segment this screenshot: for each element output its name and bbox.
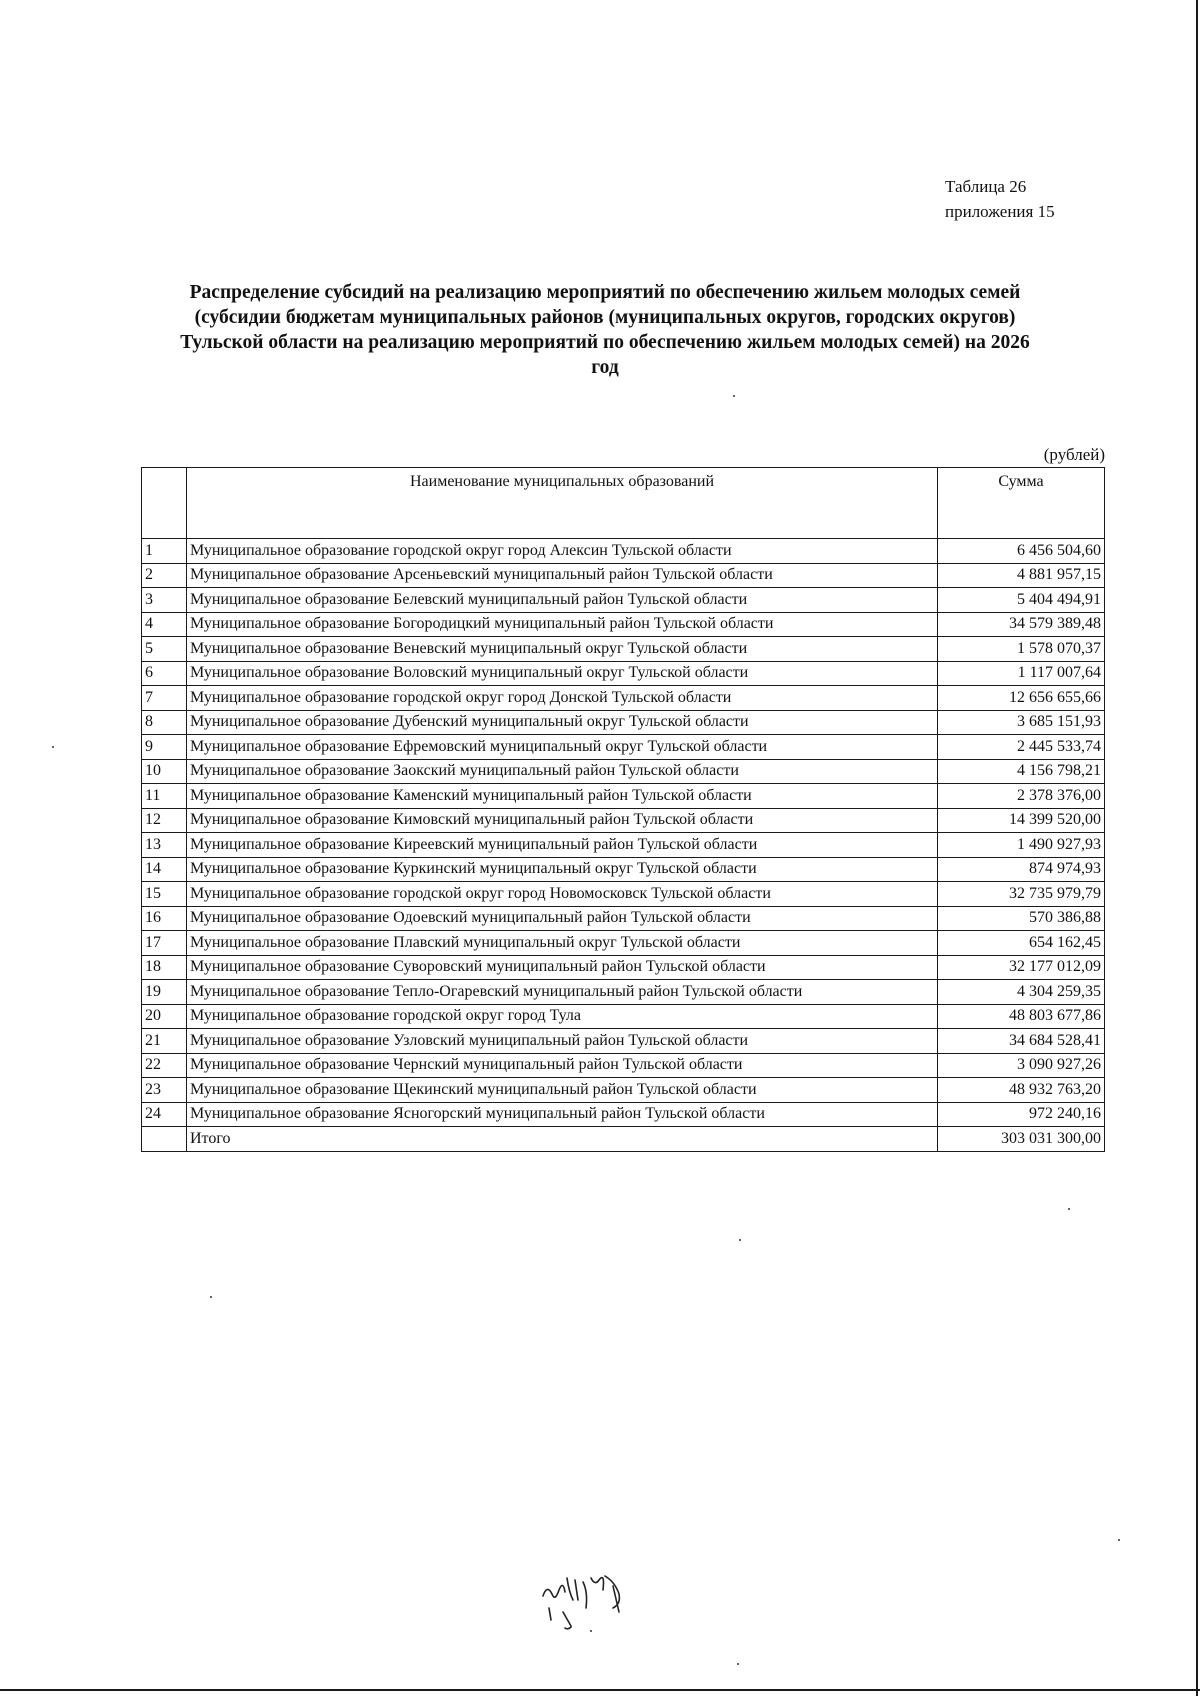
table-row [142, 686, 1105, 711]
title-line-4: год [591, 357, 619, 378]
amount-cell: 3 090 927,26 [938, 1053, 1105, 1078]
row-number-cell: 6 [142, 661, 187, 686]
municipality-name-cell: Муниципальное образование Белевский муниципальный район Тульской области [187, 588, 938, 613]
amount-cell: 1 490 927,93 [938, 833, 1105, 858]
municipality-name-cell: Муниципальное образование Щекинский муниципальный район Тульской области [187, 1078, 938, 1103]
row-number-cell: 2 [142, 563, 187, 588]
municipality-name-cell: Муниципальное образование Киреевский муниципальный район Тульской области [187, 833, 938, 858]
table-row [142, 1078, 1105, 1103]
amount-cell: 5 404 494,91 [938, 588, 1105, 613]
table-row [142, 759, 1105, 784]
table-row [142, 710, 1105, 735]
amount-cell: 4 304 259,35 [938, 980, 1105, 1005]
row-number-cell: 3 [142, 588, 187, 613]
table-row [142, 906, 1105, 931]
scan-speck [210, 1296, 212, 1298]
table-row [142, 857, 1105, 882]
municipality-name-cell: Муниципальное образование Дубенский муниципальный округ Тульской области [187, 710, 938, 735]
amount-cell: 654 162,45 [938, 931, 1105, 956]
row-number-cell: 15 [142, 882, 187, 907]
row-number-cell: 9 [142, 735, 187, 760]
table-row [142, 833, 1105, 858]
row-number-cell: 7 [142, 686, 187, 711]
amount-cell: 6 456 504,60 [938, 539, 1105, 564]
row-number-cell: 5 [142, 637, 187, 662]
amount-cell: 12 656 655,66 [938, 686, 1105, 711]
amount-cell: 4 881 957,15 [938, 563, 1105, 588]
row-number-cell: 14 [142, 857, 187, 882]
municipality-name-cell: Муниципальное образование Богородицкий муниципальный район Тульской области [187, 612, 938, 637]
header-name: Наименование муниципальных образований [187, 468, 938, 539]
municipality-name-cell: Муниципальное образование Воловский муниципальный округ Тульской области [187, 661, 938, 686]
table-row [142, 612, 1105, 637]
municipality-name-cell: Муниципальное образование Кимовский муниципальный район Тульской области [187, 808, 938, 833]
table-number: Таблица 26 [945, 177, 1027, 196]
table-row [142, 588, 1105, 613]
municipality-name-cell: Муниципальное образование городской округ город Тула [187, 1004, 938, 1029]
scan-speck [590, 1630, 592, 1632]
amount-cell: 874 974,93 [938, 857, 1105, 882]
table-row [142, 735, 1105, 760]
table-row [142, 1004, 1105, 1029]
amount-cell: 14 399 520,00 [938, 808, 1105, 833]
table-row [142, 1102, 1105, 1127]
row-number-cell: 21 [142, 1029, 187, 1054]
municipality-name-cell: Муниципальное образование Чернский муниципальный район Тульской области [187, 1053, 938, 1078]
municipality-name-cell: Муниципальное образование Куркинский муниципальный округ Тульской области [187, 857, 938, 882]
row-number-cell: 17 [142, 931, 187, 956]
total-label-cell: Итого [187, 1127, 938, 1152]
header-amount: Сумма [938, 468, 1105, 539]
title-line-3: Тульской области на реализацию мероприятий по обеспечению жильем молодых семей) на 2026 [180, 332, 1030, 353]
table-row [142, 955, 1105, 980]
municipality-name-cell: Муниципальное образование Тепло-Огаревский муниципальный район Тульской области [187, 980, 938, 1005]
table-row [142, 980, 1105, 1005]
amount-cell: 972 240,16 [938, 1102, 1105, 1127]
municipality-name-cell: Муниципальное образование Ясногорский муниципальный район Тульской области [187, 1102, 938, 1127]
table-header-row [142, 468, 1105, 539]
scan-right-edge [1196, 0, 1198, 1696]
amount-cell: 4 156 798,21 [938, 759, 1105, 784]
row-number-cell: 20 [142, 1004, 187, 1029]
amount-cell: 3 685 151,93 [938, 710, 1105, 735]
municipality-name-cell: Муниципальное образование Каменский муниципальный район Тульской области [187, 784, 938, 809]
row-number-cell: 18 [142, 955, 187, 980]
row-number-cell: 1 [142, 539, 187, 564]
row-number-cell: 24 [142, 1102, 187, 1127]
municipality-name-cell: Муниципальное образование Узловский муниципальный район Тульской области [187, 1029, 938, 1054]
row-number-cell: 23 [142, 1078, 187, 1103]
municipality-name-cell: Муниципальное образование Суворовский муниципальный район Тульской области [187, 955, 938, 980]
municipality-name-cell: Муниципальное образование Ефремовский муниципальный округ Тульской области [187, 735, 938, 760]
subsidy-table [141, 467, 1105, 1152]
municipality-name-cell: Муниципальное образование Одоевский муниципальный район Тульской области [187, 906, 938, 931]
handwritten-signature [535, 1548, 665, 1638]
table-row [142, 882, 1105, 907]
scan-speck [737, 1663, 739, 1665]
row-number-cell: 16 [142, 906, 187, 931]
row-number-cell: 8 [142, 710, 187, 735]
table-row [142, 808, 1105, 833]
table-row [142, 539, 1105, 564]
amount-cell: 1 117 007,64 [938, 661, 1105, 686]
table-row [142, 563, 1105, 588]
row-number-cell: 11 [142, 784, 187, 809]
total-number-cell [142, 1127, 187, 1152]
municipality-name-cell: Муниципальное образование Арсеньевский муниципальный район Тульской области [187, 563, 938, 588]
title-line-1: Распределение субсидий на реализацию мероприятий по обеспечению жильем молодых семей [189, 282, 1021, 303]
document-title [130, 280, 1080, 380]
table-reference [945, 174, 1055, 224]
amount-cell: 2 378 376,00 [938, 784, 1105, 809]
amount-cell: 48 932 763,20 [938, 1078, 1105, 1103]
amount-cell: 48 803 677,86 [938, 1004, 1105, 1029]
amount-cell: 570 386,88 [938, 906, 1105, 931]
municipality-name-cell: Муниципальное образование городской округ город Донской Тульской области [187, 686, 938, 711]
municipality-name-cell: Муниципальное образование Заокский муниципальный район Тульской области [187, 759, 938, 784]
amount-cell: 34 579 389,48 [938, 612, 1105, 637]
appendix-label: приложения 15 [945, 202, 1055, 221]
scan-bottom-edge [0, 1689, 1200, 1691]
row-number-cell: 10 [142, 759, 187, 784]
row-number-cell: 22 [142, 1053, 187, 1078]
table-row [142, 784, 1105, 809]
unit-note: (рублей) [1043, 445, 1105, 464]
amount-cell: 32 735 979,79 [938, 882, 1105, 907]
scan-speck [52, 746, 54, 748]
scan-speck [1118, 1539, 1120, 1541]
row-number-cell: 4 [142, 612, 187, 637]
amount-cell: 2 445 533,74 [938, 735, 1105, 760]
scan-speck [733, 395, 735, 397]
municipality-name-cell: Муниципальное образование Плавский муниципальный округ Тульской области [187, 931, 938, 956]
table-body [142, 539, 1105, 1152]
row-number-cell: 12 [142, 808, 187, 833]
table-row [142, 637, 1105, 662]
scan-speck [1068, 1208, 1070, 1210]
table-row [142, 1053, 1105, 1078]
row-number-cell: 19 [142, 980, 187, 1005]
amount-cell: 1 578 070,37 [938, 637, 1105, 662]
table-row [142, 1029, 1105, 1054]
scan-speck [739, 1239, 741, 1241]
amount-cell: 32 177 012,09 [938, 955, 1105, 980]
title-line-2: (субсидии бюджетам муниципальных районов (муниципальных округов, городских округов) [194, 307, 1016, 328]
total-row [142, 1127, 1105, 1152]
total-amount-cell: 303 031 300,00 [938, 1127, 1105, 1152]
table-row [142, 661, 1105, 686]
amount-cell: 34 684 528,41 [938, 1029, 1105, 1054]
row-number-cell: 13 [142, 833, 187, 858]
municipality-name-cell: Муниципальное образование Веневский муниципальный округ Тульской области [187, 637, 938, 662]
municipality-name-cell: Муниципальное образование городской округ город Новомосковск Тульской области [187, 882, 938, 907]
table-row [142, 931, 1105, 956]
header-number [142, 468, 187, 539]
municipality-name-cell: Муниципальное образование городской округ город Алексин Тульской области [187, 539, 938, 564]
